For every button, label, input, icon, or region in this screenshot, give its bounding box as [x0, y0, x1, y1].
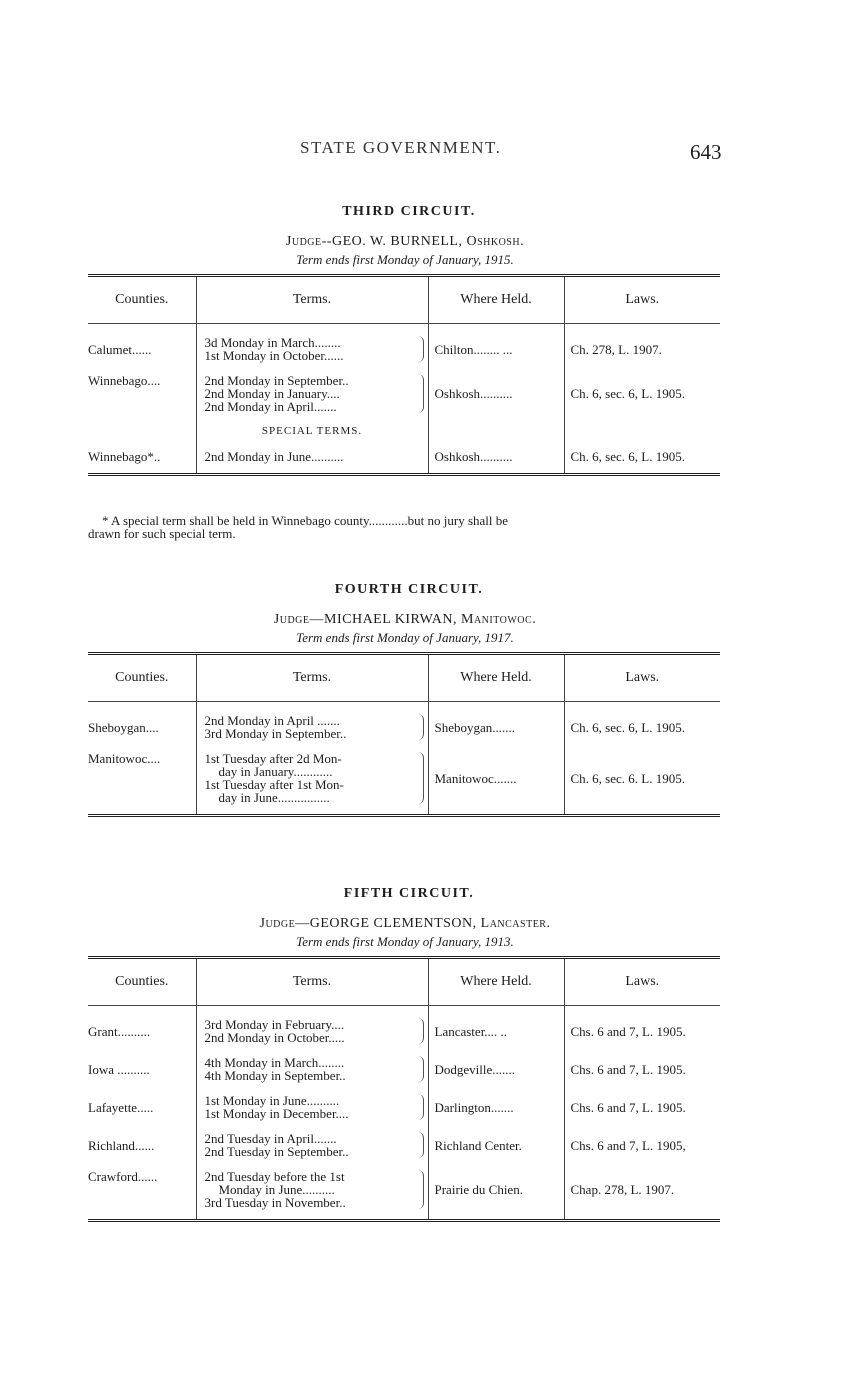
table-header-row: [88, 276, 720, 324]
term-entry: 1st Monday in June..........: [204, 1093, 340, 1108]
judge-label: Judge: [259, 916, 296, 931]
footnote-line: drawn for such special term.: [88, 526, 236, 541]
term-entry: 2nd Monday in January....: [204, 386, 340, 401]
where-held-cell: Chilton........ ...: [428, 324, 564, 369]
judge-city: Lancaster.: [480, 916, 551, 931]
laws-cell: Chs. 6 and 7, L. 1905,: [564, 1126, 720, 1164]
judge-city: Manitowoc.: [461, 612, 537, 627]
table-row: [88, 702, 720, 747]
fifth-circuit-section: [85, 886, 725, 1222]
judge-label: Judge: [285, 234, 322, 249]
term-entry: day in January............: [218, 764, 333, 779]
table-row: [88, 324, 720, 369]
term-ends-line: Term ends first Monday of January, 1917.: [296, 630, 514, 645]
special-terms-label: SPECIAL TERMS.: [196, 419, 428, 444]
header-laws: Laws.: [564, 276, 720, 324]
where-held-cell: Oshkosh..........: [428, 368, 564, 419]
where-held-cell: Prairie du Chien.: [428, 1164, 564, 1221]
section-title: FOURTH CIRCUIT.: [334, 582, 484, 597]
judge-line: [85, 916, 725, 932]
laws-cell: Chs. 6 and 7, L. 1905.: [564, 1050, 720, 1088]
term-entry: 3rd Monday in September..: [204, 726, 347, 741]
table-row: [88, 368, 720, 419]
judge-line: [85, 234, 725, 250]
header-terms: Terms.: [196, 654, 428, 702]
laws-cell: Chs. 6 and 7, L. 1905.: [564, 1088, 720, 1126]
section-title: FIFTH CIRCUIT.: [343, 886, 475, 901]
terms-cell: [196, 368, 428, 419]
where-held-cell: Lancaster.... ..: [428, 1006, 564, 1051]
running-head: STATE GOVERNMENT.: [300, 138, 502, 157]
header-laws: Laws.: [564, 654, 720, 702]
terms-cell: [196, 1164, 428, 1221]
term-entry: 3rd Tuesday in November..: [204, 1195, 346, 1210]
section-title: THIRD CIRCUIT.: [342, 204, 476, 219]
term-entry: 2nd Monday in October.....: [204, 1030, 345, 1045]
fourth-circuit-section: [85, 582, 725, 817]
term-entry: 3d Monday in March........: [204, 335, 341, 350]
county-cell: Calumet......: [88, 341, 152, 357]
term-entry: 1st Tuesday after 1st Mon-: [204, 777, 344, 792]
where-held-cell: Darlington.......: [428, 1088, 564, 1126]
terms-brace-group: [205, 374, 424, 413]
laws-cell: Ch. 6, sec. 6, L. 1905.: [564, 444, 720, 475]
terms-table: [88, 652, 720, 817]
terms-table: [88, 274, 720, 476]
laws-cell: Ch. 6, sec. 6, L. 1905.: [564, 702, 720, 747]
third-circuit-section: [85, 204, 725, 476]
table-row: [88, 746, 720, 816]
terms-cell: [196, 1088, 428, 1126]
laws-cell: Ch. 278, L. 1907.: [564, 324, 720, 369]
table-header-row: [88, 958, 720, 1006]
terms-table: [88, 956, 720, 1222]
term-entry: 1st Monday in December....: [204, 1106, 349, 1121]
terms-cell: [196, 1050, 428, 1088]
judge-name: MICHAEL KIRWAN,: [324, 612, 461, 627]
terms-cell: [196, 746, 428, 816]
judge-separator: —: [295, 916, 310, 931]
term-entry: 4th Monday in September..: [204, 1068, 346, 1083]
term-entry: 2nd Monday in June..........: [204, 449, 344, 464]
terms-brace-group: [205, 1170, 424, 1209]
terms-brace-group: [205, 1132, 424, 1158]
county-cell: Grant..........: [88, 1023, 151, 1039]
table-row: [88, 1088, 720, 1126]
header-laws: Laws.: [564, 958, 720, 1006]
header-terms: Terms.: [196, 958, 428, 1006]
table-row: [88, 1126, 720, 1164]
term-entry: 2nd Tuesday before the 1st: [204, 1169, 345, 1184]
header-where-held: Where Held.: [428, 654, 564, 702]
term-entry: 2nd Monday in April .......: [204, 713, 340, 728]
county-cell: Manitowoc....: [88, 746, 196, 816]
table-row: [88, 1164, 720, 1221]
term-entry: 2nd Tuesday in September..: [204, 1144, 349, 1159]
term-entry: 2nd Monday in April.......: [204, 399, 337, 414]
judge-label: Judge: [273, 612, 310, 627]
judge-name: GEO. W. BURNELL,: [331, 234, 467, 249]
header-counties: Counties.: [88, 958, 196, 1006]
where-held-cell: Sheboygan.......: [428, 702, 564, 747]
judge-city: Oshkosh.: [466, 234, 525, 249]
terms-cell: [196, 324, 428, 369]
terms-brace-group: [205, 1056, 424, 1082]
judge-line: [85, 612, 725, 628]
judge-name: GEORGE CLEMENTSON,: [309, 916, 481, 931]
footnote: [88, 514, 728, 540]
laws-cell: Chap. 278, L. 1907.: [564, 1164, 720, 1221]
judge-separator: --: [321, 234, 332, 249]
terms-cell: [196, 702, 428, 747]
term-entry: 2nd Monday in September..: [204, 373, 349, 388]
term-entry: Monday in June..........: [218, 1182, 335, 1197]
empty-cell: [428, 419, 564, 444]
table-header-row: [88, 654, 720, 702]
footnote-line: * A special term shall be held in Winnebago county............but no jury shall be: [102, 513, 509, 528]
county-cell: Lafayette.....: [88, 1099, 154, 1115]
term-ends-line: Term ends first Monday of January, 1913.: [296, 934, 514, 949]
terms-brace-group: [205, 1018, 424, 1044]
term-entry: 3rd Monday in February....: [204, 1017, 345, 1032]
terms-brace-group: [205, 752, 424, 804]
page-number: 643: [690, 140, 722, 164]
where-held-cell: Oshkosh..........: [428, 444, 564, 475]
terms-cell: [196, 1006, 428, 1051]
laws-cell: Ch. 6, sec. 6. L. 1905.: [564, 746, 720, 816]
laws-cell: Chs. 6 and 7, L. 1905.: [564, 1006, 720, 1051]
county-cell: Winnebago*..: [88, 444, 196, 475]
term-entry: 2nd Tuesday in April.......: [204, 1131, 337, 1146]
terms-cell: [196, 444, 428, 475]
header-counties: Counties.: [88, 276, 196, 324]
term-entry: 1st Tuesday after 2d Mon-: [204, 751, 342, 766]
header-counties: Counties.: [88, 654, 196, 702]
where-held-cell: Manitowoc.......: [428, 746, 564, 816]
empty-cell: [564, 419, 720, 444]
empty-cell: [88, 419, 196, 444]
term-entry: day in June................: [218, 790, 330, 805]
special-terms-row: [88, 419, 720, 444]
county-cell: Sheboygan....: [88, 719, 159, 735]
county-cell: Winnebago....: [88, 373, 161, 388]
terms-cell: [196, 1126, 428, 1164]
judge-separator: —: [309, 612, 325, 627]
term-ends-line: Term ends first Monday of January, 1915.: [296, 252, 514, 267]
terms-brace-group: [205, 714, 424, 740]
county-cell: Iowa ..........: [88, 1061, 150, 1077]
county-cell: Crawford......: [88, 1164, 196, 1221]
where-held-cell: Richland Center.: [428, 1126, 564, 1164]
laws-cell: Ch. 6, sec. 6, L. 1905.: [564, 368, 720, 419]
table-row: [88, 444, 720, 475]
terms-brace-group: [205, 1094, 424, 1120]
term-entry: 4th Monday in March........: [204, 1055, 345, 1070]
header-where-held: Where Held.: [428, 958, 564, 1006]
terms-brace-group: [205, 336, 424, 362]
table-row: [88, 1006, 720, 1051]
header-terms: Terms.: [196, 276, 428, 324]
term-entry: 1st Monday in October......: [204, 348, 344, 363]
where-held-cell: Dodgeville.......: [428, 1050, 564, 1088]
county-cell: Richland......: [88, 1137, 155, 1153]
table-row: [88, 1050, 720, 1088]
header-where-held: Where Held.: [428, 276, 564, 324]
